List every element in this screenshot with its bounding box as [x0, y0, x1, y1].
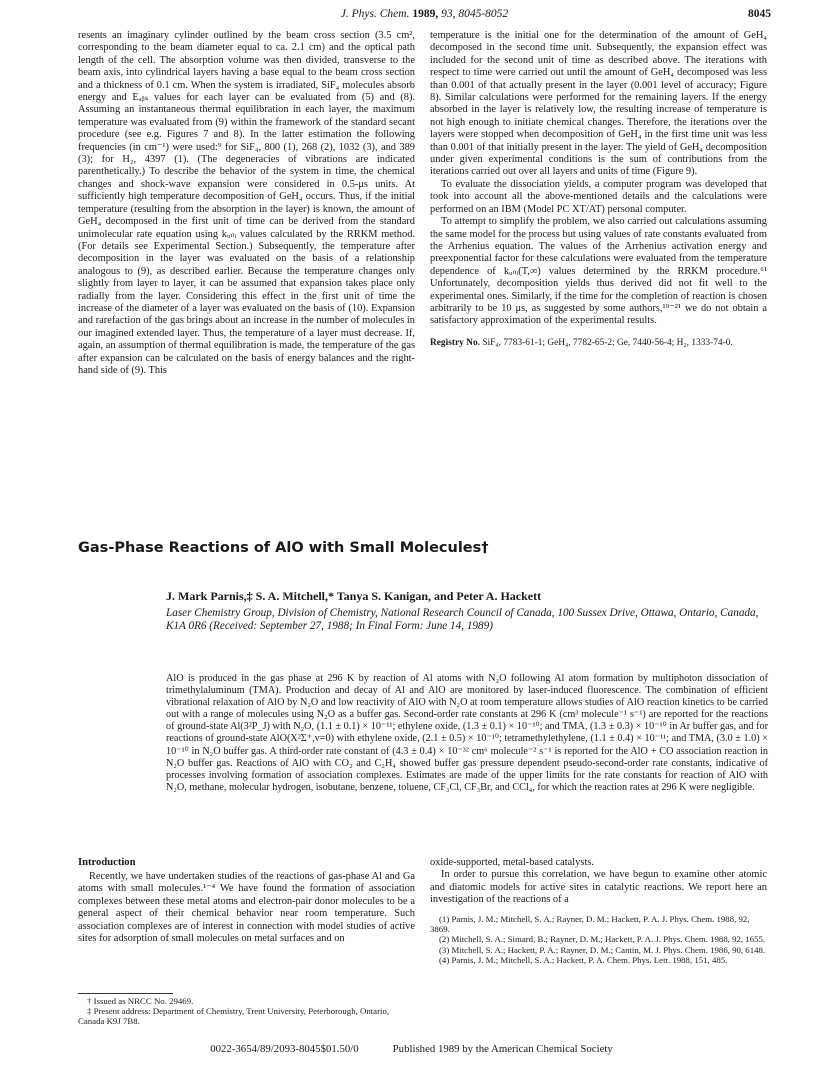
article-affiliation: Laser Chemistry Group, Division of Chemistry, National Research Council of Canada, 100 Sussex Drive, Ottawa, Ontario, Canada, K1A 0R6 (Received: September 27, 1988; In Final Form: June 14, 1989)	[166, 607, 759, 632]
article-abstract: AlO is produced in the gas phase at 296 K by reaction of Al atoms with N₂O following Al atom formation by multiphoton dissociation of trimethylaluminum (TMA). Production and decay of Al and AlO are monitored by laser-induced fluorescence. The combination of efficient vibrational relaxation of AlO by N₂O and low reactivity of AlO with N₂O at room temperature allows studies of AlO reaction kinetics to be carried out with a range of molecules using N₂O as a buffer gas. Second-order rate constants at 296 K (cm³ molecule⁻¹ s⁻¹) are reported for the reactions of ground-state Al(3²P_J) with N₂O, (1.1 ± 0.1) × 10⁻¹¹; ethylene oxide, (1.3 ± 0.1) × 10⁻¹⁰; and TMA, (1.3 ± 0.3) × 10⁻¹⁰ in Ar buffer gas, and for reactions of ground-state AlO(X²Σ⁺,v=0) with ethylene oxide, (2.1 ± 0.5) × 10⁻¹⁰; tetramethylethylene, (1.1 ± 0.4) × 10⁻¹¹; and TMA, (3.0 ± 1.0) × 10⁻¹⁰ in N₂O buffer gas. A third-order rate constant of (4.3 ± 0.4) × 10⁻³² cm⁶ molecule⁻² s⁻¹ is reported for the AlO + CO association reaction in N₂O buffer gas. Reactions of AlO with CO₂ and C₂H₄ showed buffer gas pressure dependent pseudo-second-order rate constants, indicative of processes involving formation of association complexes. Estimates are made of the upper limits for the rate constants for reaction of AlO with N₂O, methane, molecular hydrogen, isobutane, benzene, toluene, CF₃Cl, CF₃Br, and CCl₄, for which the reaction rates at 296 K were negligible.	[166, 673, 768, 793]
left-column-paragraph: resents an imaginary cylinder outlined by the beam cross section (3.5 cm², corresponding to the beam diameter equal to ca. 2.1 cm) and the optical path length of the cell. The absorption volume was then divided, transverse to the beam axis, into cylindrical layers having a base equal to the beam cross section and a thickness of 0.1 cm. When the system is irradiated, SiF₄ molecules absorb energy and Eₐᵦₛ values for each layer can be evaluated from (5) and (8). Assuming an instantaneous thermal equilibration in each layer, the maximum temperature was evaluated from (9) within the framework of the standard secant procedure (see e.g. Figures 7 and 8). In the latter estimation the following frequencies (in cm⁻¹) were used:⁹ for SiF₄, 800 (1), 268 (2), 1032 (3), and 389 (3); for H₂, 4397 (1). (The degeneracies of vibrations are indicated parenthetically.) To describe the behavior of the system in time, the chemical changes and shock-wave expansion were considered in 0.5-μs units. At sufficiently high temperature decomposition of GeH₄ occurs. Thus, if the initial temperature (resulting from the absorption in the layer) is known, the amount of GeH₄ decomposed in the first unit of time can be derived from the standard unimolecular rate equation using kᵤₙᵢ values calculated by the RRKM method. (For details see Experimental Section.) Subsequently, the temperature after decomposition in the layer was evaluated on the basis of a relationship analogous to (9), as described earlier. Because the temperature changes only slightly from layer to layer, it can be assumed that expansion takes place only radially from the layer. Considering this effect in the first unit of time the increase of the diameter of a layer was evaluated on the basis of (10). Expansion and rarefaction of the gas brings about an increase in the number of molecules in our imagined extended layer. Thus, the temperature of a layer must decrease. If, again, an assumption of thermal equilibration is made, the temperature of the gas after expansion can be calculated on the basis of energy balances and the right-hand side of (9). This	[78, 30, 415, 376]
footer-code: 0022-3654/89/2093-8045$01.50/0	[210, 1043, 359, 1055]
page-footer	[0, 1043, 823, 1055]
introduction-paragraph: In order to pursue this correlation, we have begun to examine other atomic and diatomic models for active sites in catalytic reactions. We report here an investigation of the reactions of a	[430, 869, 767, 906]
footnote-divider	[78, 993, 173, 994]
footnote-item: ‡ Present address: Department of Chemistry, Trent University, Peterborough, Ontario, Canada K9J 7B8.	[78, 1006, 390, 1027]
article-title: Gas-Phase Reactions of AlO with Small Molecules†	[78, 540, 489, 556]
introduction-paragraph: oxide-supported, metal-based catalysts.	[430, 857, 594, 868]
right-column-paragraph: temperature is the initial one for the determination of the amount of GeH₄ decomposed in the second time unit. Subsequently, the expansion effect was included for the second unit of time as described above. The iterations with respect to time were carried out until the amount of GeH₄ decomposed was less than 0.001 of that actually present in the layer (0.001 level of accuracy; Figure 8). Similar calculations were performed for the remaining layers. If the energy absorbed in the layer is relatively low, the resulting increase of temperature is not high enough to initiate chemical changes. Therefore, the iterations over the layers were stopped when decomposition of GeH₄ in the first time unit was less than 0.001 of that initially present in the layer. The yield of GeH₄ decomposition under given experimental conditions is the sum of contributions from the iterations carried out over all layers and units of time (Figure 9).	[430, 30, 767, 178]
footer-publisher: Published 1989 by the American Chemical Society	[392, 1043, 613, 1055]
introduction-right	[430, 857, 767, 907]
article-authors: J. Mark Parnis,‡ S. A. Mitchell,* Tanya S. Kanigan, and Peter A. Hackett	[166, 589, 542, 603]
page-header	[78, 8, 771, 26]
right-column-paragraph: To attempt to simplify the problem, we also carried out calculations assuming the same model for the process but using values of rate constants evaluated from the Arrhenius equation. The values of the Arrhenius activation energy and preexponential factor for these calculations were evaluated from the temperature dependence of kᵤₙᵢ(T,∞) values determined by the RRKM procedure.⁶¹ Unfortunately, decomposition yields thus derived did not fit well to the experimental ones. Similarly, if the time for the completion of reaction is chosen arbitrarily to be 10 μs, as suggested by some authors,¹⁹⁻²¹ we do not obtain a satisfactory approximation of the experimental results.	[430, 216, 767, 327]
journal-citation	[78, 8, 771, 20]
introduction-left	[78, 871, 415, 945]
reference-list	[430, 914, 767, 965]
introduction-heading: Introduction	[78, 857, 136, 868]
reference-item: (4) Parnis, J. M.; Mitchell, S. A.; Hackett, P. A. Chem. Phys. Lett. 1988, 151, 485.	[439, 954, 728, 965]
registry-label: Registry No.	[430, 337, 480, 348]
reference-item: (3) Mitchell, S. A.; Hackett, P. A.; Rayner, D. M.; Cantin, M. J. Phys. Chem. 1986, 90, 6148.	[439, 944, 766, 955]
footnotes	[78, 996, 415, 1027]
journal-volume-pages: 93, 8045-8052	[441, 8, 509, 20]
left-column	[78, 30, 415, 377]
right-column	[430, 30, 767, 349]
footnote-item: † Issued as NRCC No. 29469.	[87, 996, 194, 1006]
reference-item: (2) Mitchell, S. A.; Simard, B.; Rayner, D. M.; Hackett, P. A. J. Phys. Chem. 1988, 92, 1655.	[439, 934, 766, 945]
registry-numbers	[430, 338, 767, 349]
registry-text: SiF₄, 7783-61-1; GeH₄, 7782-65-2; Ge, 7440-56-4; H₂, 1333-74-0.	[482, 337, 733, 348]
page-number: 8045	[748, 8, 771, 20]
journal-name: J. Phys. Chem.	[340, 8, 410, 20]
introduction-paragraph: Recently, we have undertaken studies of the reactions of gas-phase Al and Ga atoms with small molecules.¹⁻⁴ We have found the formation of association complexes between these metal atoms and electron-pair donor molecules to be a general aspect of their chemical behavior near room temperature. Such association complexes are of interest in connection with model studies of active sites for adsorption of small molecules on metal surfaces and on	[78, 871, 415, 945]
right-column-paragraph: To evaluate the dissociation yields, a computer program was developed that took into account all the above-mentioned details and the calculations were performed on an IBM (Model PC XT/AT) personal computer.	[430, 178, 767, 215]
reference-item: (1) Parnis, J. M.; Mitchell, S. A.; Rayner, D. M.; Hackett, P. A. J. Phys. Chem. 1988, 92, 3869.	[430, 914, 750, 935]
journal-year: 1989,	[412, 8, 439, 20]
